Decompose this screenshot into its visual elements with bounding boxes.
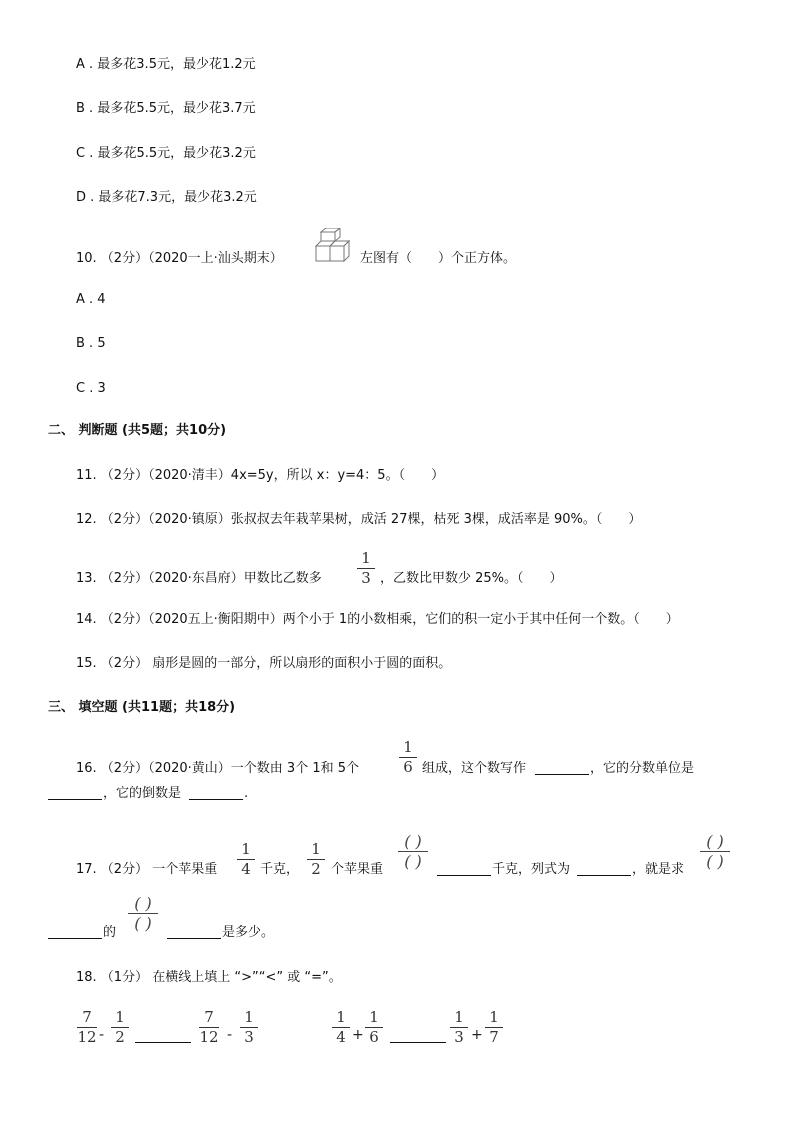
q18-left-op-1: - [99,1027,105,1043]
q17-text-3: 千克，列式为 [492,862,571,877]
q16-fraction: 1 6 [398,740,418,775]
q10-option-a: A . 4 [76,292,106,307]
q17-fraction-1: 1 4 [236,842,256,877]
q10-tail: 左图有（ ）个正方体。 [360,251,517,266]
q18-right-blank[interactable] [390,1042,446,1043]
q17-blank-1[interactable] [437,875,491,876]
q10-head: 10. （2分）（2020一上·汕头期末） [76,251,283,266]
q18-right-op-2: + [471,1027,483,1043]
q18-right-frac-a: 1 4 [331,1010,351,1045]
q9-option-d: D . 最多花7.3元，最少花3.2元 [76,190,257,205]
q18-left-frac-a: 7 12 [77,1008,97,1046]
q10-option-b: B . 5 [76,336,106,351]
q18-left-frac-d: 1 3 [239,1010,259,1045]
q16-tail1: ，它的分数单位是 [590,761,695,776]
q16-blank-1[interactable] [535,774,589,775]
q13-head: 13. （2分）（2020·东昌府）甲数比乙数多 [76,571,322,586]
q18-left-op-2: - [227,1027,233,1043]
q16-blank-2[interactable] [48,799,102,800]
q16-mid: 组成，这个数写作 [422,761,527,776]
q10-option-c: C . 3 [76,381,106,396]
q17-line2-a: 的 [103,925,117,940]
cubes-figure-icon [314,228,354,264]
q17-blank-4[interactable] [167,938,221,939]
section-2-heading: 二、 判断题 (共5题；共10分) [48,423,227,438]
q12: 12. （2分）（2020·镇原）张叔叔去年栽苹果树，成活 27棵，枯死 3棵，成活率是 90%。（ ） [76,512,642,527]
q9-option-a: A . 最多花3.5元，最少花1.2元 [76,57,256,72]
q17-line2-b: 是多少。 [222,925,275,940]
q17-fraction-2: 1 2 [306,842,326,877]
q18-left-blank[interactable] [135,1042,191,1043]
q9-option-b: B . 最多花5.5元，最少花3.7元 [76,101,256,116]
q15: 15. （2分） 扇形是圆的一部分，所以扇形的面积小于圆的面积。 [76,656,452,671]
q17-paren-fraction-1[interactable]: ( ) ( ) [396,834,430,869]
q17-paren-fraction-2[interactable]: ( ) ( ) [698,834,732,869]
q17-blank-3[interactable] [48,938,102,939]
q18-head: 18. （1分） 在横线上填上 “>”“<” 或 “=”。 [76,970,342,985]
q18-left-frac-c: 7 12 [199,1008,219,1046]
q17-blank-2[interactable] [577,875,631,876]
q17-text-1: 千克， [260,862,300,877]
q9-option-c: C . 最多花5.5元，最少花3.2元 [76,146,256,161]
q17-paren-fraction-3[interactable]: ( ) ( ) [126,896,160,931]
q16-line2-end: . [244,786,249,801]
q18-right-frac-d: 1 7 [484,1010,504,1045]
q17-text-4: ，就是求 [632,862,685,877]
q18-right-op-1: + [352,1027,364,1043]
q17-head: 17. （2分） 一个苹果重 [76,862,218,877]
q17-text-2: 个苹果重 [331,862,384,877]
q16-head: 16. （2分）（2020·黄山）一个数由 3个 1和 5个 [76,761,360,776]
q18-right-frac-c: 1 3 [449,1010,469,1045]
q18-right-frac-b: 1 6 [364,1010,384,1045]
q13-fraction: 1 3 [356,551,376,586]
q16-line2-a: ，它的倒数是 [103,786,182,801]
q11: 11. （2分）（2020·清丰）4x=5y，所以 x：y=4：5。（ ） [76,468,445,483]
q16-blank-3[interactable] [189,799,243,800]
section-3-heading: 三、 填空题 (共11题；共18分) [48,700,236,715]
q14: 14. （2分）（2020五上·衡阳期中）两个小于 1的小数相乘，它们的积一定小于其中任何一个数。（ ） [76,612,679,627]
q13-tail: ，乙数比甲数少 25%。（ ） [380,571,563,586]
q18-left-frac-b: 1 2 [110,1010,130,1045]
